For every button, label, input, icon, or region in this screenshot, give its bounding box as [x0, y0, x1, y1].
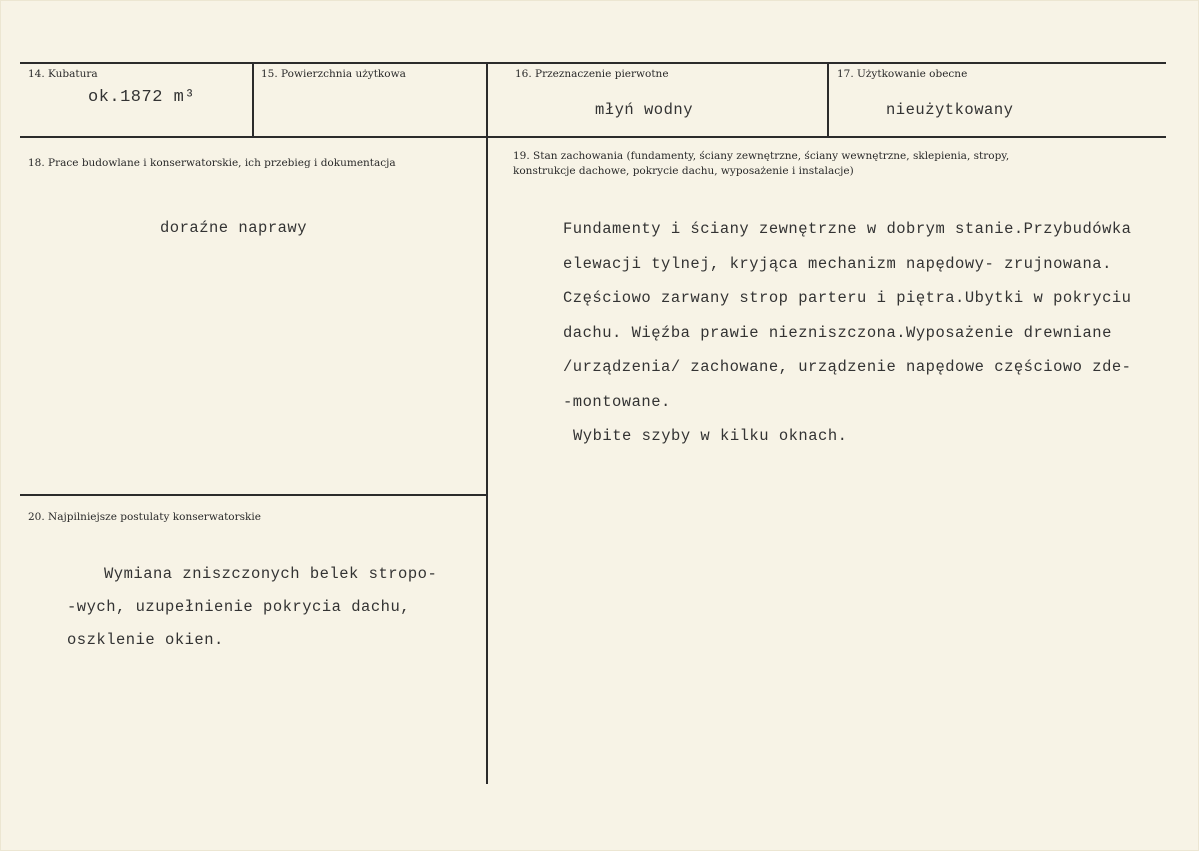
uzytkowanie-label: 17. Użytkowanie obecne — [837, 68, 968, 80]
stan-line: elewacji tylnej, kryjąca mechanizm napędowy- zrujnowana. — [563, 254, 1112, 273]
uzytkowanie-value: nieużytkowany — [886, 101, 1014, 119]
stan-line: -montowane. — [563, 392, 671, 411]
przeznaczenie-value: młyń wodny — [595, 101, 694, 119]
kubatura-value: ok.1872 m³ — [88, 88, 196, 107]
postulaty-line: -wych, uzupełnienie pokrycia dachu, — [67, 598, 411, 616]
powierzchnia-label: 15. Powierzchnia użytkowa — [261, 68, 406, 80]
stan-label-line2: konstrukcje dachowe, pokrycie dachu, wyposażenie i instalacje) — [513, 165, 854, 177]
postulaty-label: 20. Najpilniejsze postulaty konserwatorskie — [28, 511, 261, 523]
stan-line: Wybite szyby w kilku oknach. — [573, 427, 848, 445]
stan-line: Fundamenty i ściany zewnętrzne w dobrym stanie.Przybudówka — [563, 220, 1132, 238]
prace-label: 18. Prace budowlane i konserwatorskie, ich przebieg i dokumentacja — [28, 157, 396, 169]
stan-line: dachu. Więźba prawie niezniszczona.Wyposażenie drewniane — [563, 323, 1112, 342]
przeznaczenie-label: 16. Przeznaczenie pierwotne — [515, 68, 669, 80]
postulaty-line: Wymiana zniszczonych belek stropo- — [104, 565, 438, 583]
postulaty-text — [67, 558, 437, 657]
stan-line: Częściowo zarwany strop parteru i piętra.Ubytki w pokryciu — [563, 289, 1132, 307]
stan-line: /urządzenia/ zachowane, urządzenie napędowe częściowo zde- — [563, 358, 1132, 376]
prace-value: doraźne naprawy — [160, 219, 308, 237]
column-divider-3 — [827, 62, 829, 137]
column-divider-2 — [486, 62, 488, 784]
row-divider — [20, 136, 1166, 138]
stan-label-line1: 19. Stan zachowania (fundamenty, ściany zewnętrzne, ściany wewnętrzne, sklepienia, stropy, — [513, 150, 1010, 162]
column-divider-1 — [252, 62, 254, 137]
postulaty-line: oszklenie okien. — [67, 631, 224, 649]
top-rule — [20, 62, 1166, 64]
kubatura-label: 14. Kubatura — [28, 68, 98, 80]
stan-text — [563, 212, 1132, 454]
section-20-divider — [20, 494, 487, 496]
